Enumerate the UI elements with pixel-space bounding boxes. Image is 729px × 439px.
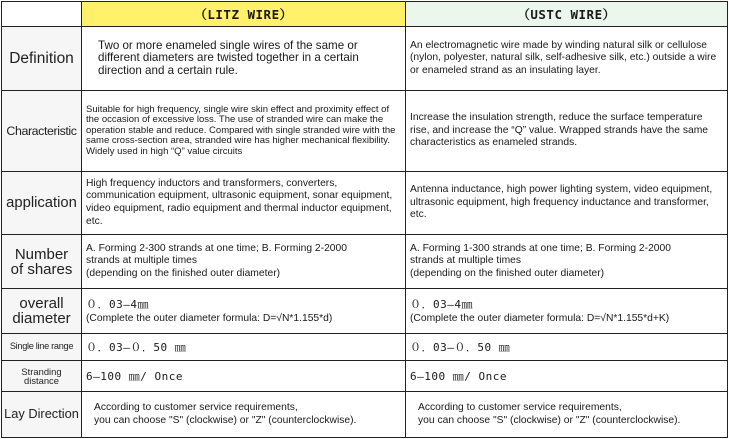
label-stranding-distance: Stranding distance (2, 361, 82, 392)
row-definition (2, 27, 728, 91)
litz-number-of-shares: A. Forming 2-300 strands at one time; B. Forming 2-2000 strands at multiple times (depending on the finished outer diameter) (82, 235, 406, 289)
header-litz-wire: （LITZ WIRE） (82, 2, 406, 27)
row-application (2, 172, 728, 235)
row-overall-diameter (2, 289, 728, 334)
label-application: application (2, 172, 82, 235)
ustc-number-of-shares: A. Forming 1-300 strands at one time; B. Forming 2-2000 strands at multiple times (depending on the finished outer diameter) (406, 235, 728, 289)
row-stranding-distance (2, 361, 728, 392)
ustc-application: Antenna inductance, high power lighting system, video equipment, ultrasonic equipment, high frequency inductance and transformer, etc. (406, 172, 728, 235)
comparison-table (1, 1, 728, 438)
ustc-single-line-range: ０．03—０．50 ㎜ (406, 334, 728, 361)
litz-definition: Two or more enameled single wires of the same or different diameters are twisted together in a certain direction and a certain rule. (82, 27, 406, 91)
ustc-overall-diameter: ０．03—4㎜ (Complete the outer diameter formula: D=√N*1.155*d+K) (406, 289, 728, 334)
row-number-of-shares (2, 235, 728, 289)
row-single-line-range (2, 334, 728, 361)
litz-stranding-distance: 6—100 ㎜/ Once (82, 361, 406, 392)
ustc-lay-direction: According to customer service requirements, you can choose "S" (clockwise) or "Z" (counterclockwise). (406, 392, 728, 438)
row-lay-direction (2, 392, 728, 438)
label-characteristic: Characteristic (2, 91, 82, 172)
litz-overall-diameter: ０．03—4㎜ (Complete the outer diameter formula: D=√N*1.155*d) (82, 289, 406, 334)
litz-characteristic: Suitable for high frequency, single wire skin effect and proximity effect of the occasion of excessive loss. The use of stranded wire can make the operation stable and reduce. Compared with single stranded wire with the same cross-section area, stranded wire has higher mechanical flexibility. Widely used in high “Q” value circuits (82, 91, 406, 172)
label-number-of-shares: Number of shares (2, 235, 82, 289)
corner-cell (2, 2, 82, 27)
litz-single-line-range: ０．03—０．50 ㎜ (82, 334, 406, 361)
row-characteristic (2, 91, 728, 172)
litz-lay-direction: According to customer service requirements, you can choose "S" (clockwise) or "Z" (counterclockwise). (82, 392, 406, 438)
litz-application: High frequency inductors and transformers, converters, communication equipment, ultrasonic equipment, sonar equipment, video equipment, radio equipment and thermal inductor equipment, etc. (82, 172, 406, 235)
label-lay-direction: Lay Direction (2, 392, 82, 438)
header-ustc-wire: （USTC WIRE） (406, 2, 728, 27)
label-single-line-range: Single line range (2, 334, 82, 361)
ustc-characteristic: Increase the insulation strength, reduce the surface temperature rise, and increase the “Q” value. Wrapped strands have the same characteristics as enameled strands. (406, 91, 728, 172)
header-row (2, 2, 728, 27)
label-overall-diameter: overall diameter (2, 289, 82, 334)
ustc-definition: An electromagnetic wire made by winding natural silk or cellulose (nylon, polyester, natural silk, self-adhesive silk, etc.) outside a wire or enameled strand as an insulating layer. (406, 27, 728, 91)
label-definition: Definition (2, 27, 82, 91)
ustc-stranding-distance: 6—100 ㎜/ Once (406, 361, 728, 392)
